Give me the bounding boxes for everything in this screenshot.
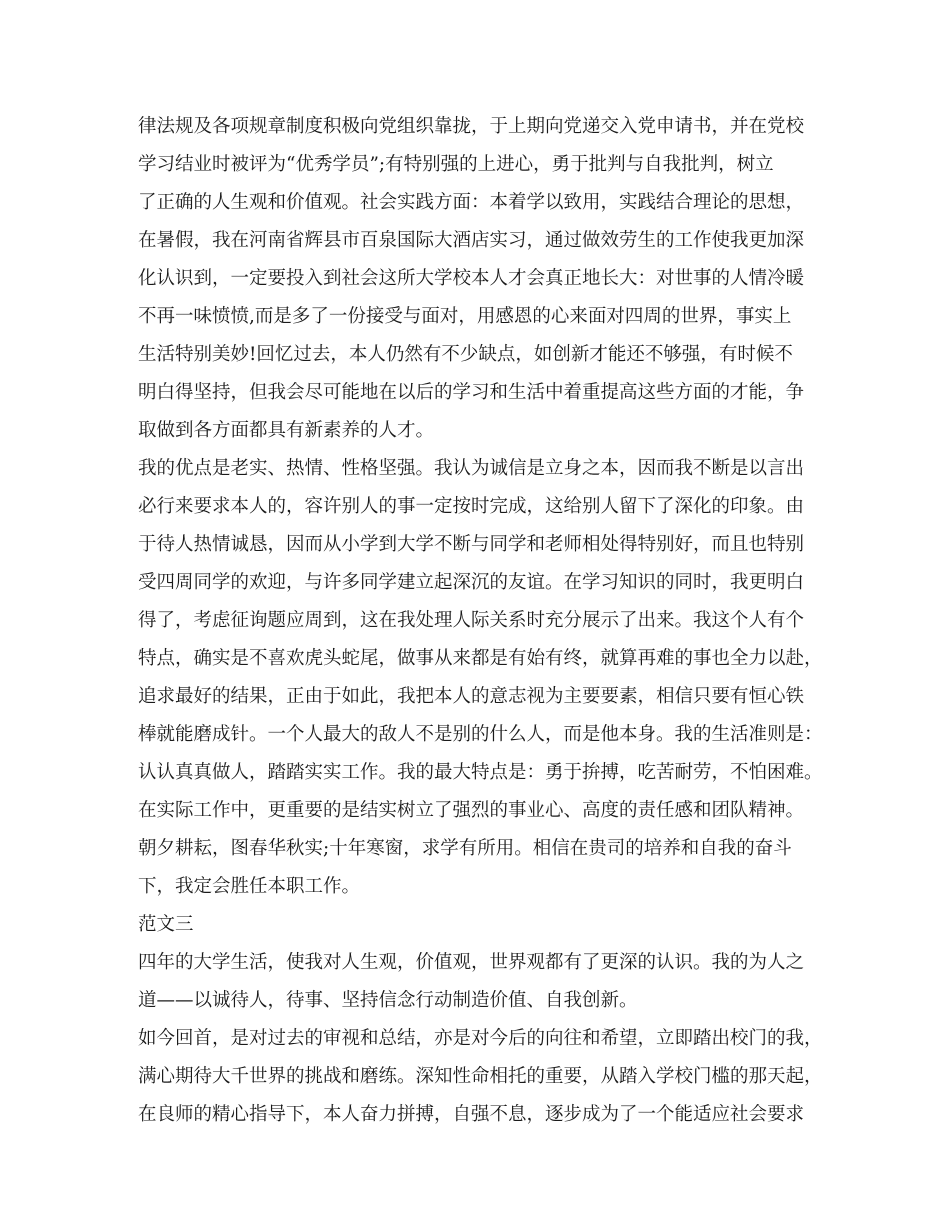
- text-line: 生活特别美妙!回忆过去，本人仍然有不少缺点，如创新才能还不够强，有时候不: [138, 344, 793, 365]
- text-line: 于待人热情诚恳，因而从小学到大学不断与同学和老师相处得特别好，而且也特别: [138, 534, 805, 555]
- text-line: 特点，确实是不喜欢虎头蛇尾，做事从来都是有始有终，就算再难的事也全力以赴，: [138, 648, 823, 669]
- text-line: 受四周同学的欢迎，与许多同学建立起深沉的友谊。在学习知识的同时，我更明白: [138, 572, 805, 593]
- text-line: 在良师的精心指导下，本人奋力拼搏，自强不息，逐步成为了一个能适应社会要求: [138, 1104, 805, 1125]
- text-line: 棒就能磨成针。一个人最大的敌人不是别的什么人，而是他本身。我的生活准则是：: [138, 724, 823, 745]
- paragraph: [138, 944, 818, 1020]
- text-line: 四年的大学生活，使我对人生观，价值观，世界观都有了更深的认识。我的为人之: [138, 952, 805, 973]
- text-line: 朝夕耕耘，图春华秋实;十年寒窗，求学有所用。相信在贵司的培养和自我的奋斗: [138, 838, 792, 859]
- text-line: 得了，考虑征询题应周到，这在我处理人际关系时充分展示了出来。我这个人有个: [138, 610, 805, 631]
- text-line: 范文三: [138, 914, 194, 935]
- text-line: 明白得坚持，但我会尽可能地在以后的学习和生活中着重提高这些方面的才能，争: [138, 382, 805, 403]
- text-line: 追求最好的结果，正由于如此，我把本人的意志视为主要要素，相信只要有恒心铁: [138, 686, 805, 707]
- text-line: 必行来要求本人的，容许别人的事一定按时完成，这给别人留下了深化的印象。由: [138, 496, 805, 517]
- text-line: 认认真真做人，踏踏实实工作。我的最大特点是：勇于拚搏，吃苦耐劳，不怕困难。: [138, 762, 823, 783]
- text-line: 了正确的人生观和价值观。社会实践方面：本着学以致用，实践结合理论的思想，: [138, 192, 805, 213]
- text-line: 如今回首，是对过去的审视和总结，亦是对今后的向往和希望，立即踏出校门的我，: [138, 1028, 823, 1049]
- paragraph: [138, 108, 818, 450]
- text-line: 在暑假，我在河南省辉县市百泉国际大酒店实习，通过做效劳生的工作使我更加深: [138, 230, 805, 251]
- text-line: 律法规及各项规章制度积极向党组织靠拢，于上期向党递交入党申请书，并在党校: [138, 116, 805, 137]
- text-line: 取做到各方面都具有新素养的人才。: [138, 420, 435, 441]
- paragraph: [138, 906, 818, 944]
- text-line: 化认识到，一定要投入到社会这所大学校本人才会真正地长大：对世事的人情冷暖: [138, 268, 805, 289]
- text-line: 满心期待大千世界的挑战和磨练。深知性命相托的重要，从踏入学校门槛的那天起，: [138, 1066, 823, 1087]
- text-line: 学习结业时被评为“优秀学员”;有特别强的上进心，勇于批判与自我批判，树立: [138, 154, 774, 175]
- text-line: 不再一味愤愤,而是多了一份接受与面对，用感恩的心来面对四周的世界，事实上: [138, 306, 792, 327]
- paragraph: [138, 1020, 823, 1134]
- text-line: 下，我定会胜任本职工作。: [138, 876, 361, 897]
- paragraph: [138, 450, 823, 906]
- text-line: 我的优点是老实、热情、性格坚强。我认为诚信是立身之本，因而我不断是以言出: [138, 458, 805, 479]
- document-body: [138, 108, 823, 1134]
- text-line: 道——以诚待人，待事、坚持信念行动制造价值、自我创新。: [138, 990, 638, 1011]
- text-line: 在实际工作中，更重要的是结实树立了强烈的事业心、高度的责任感和团队精神。: [138, 800, 805, 821]
